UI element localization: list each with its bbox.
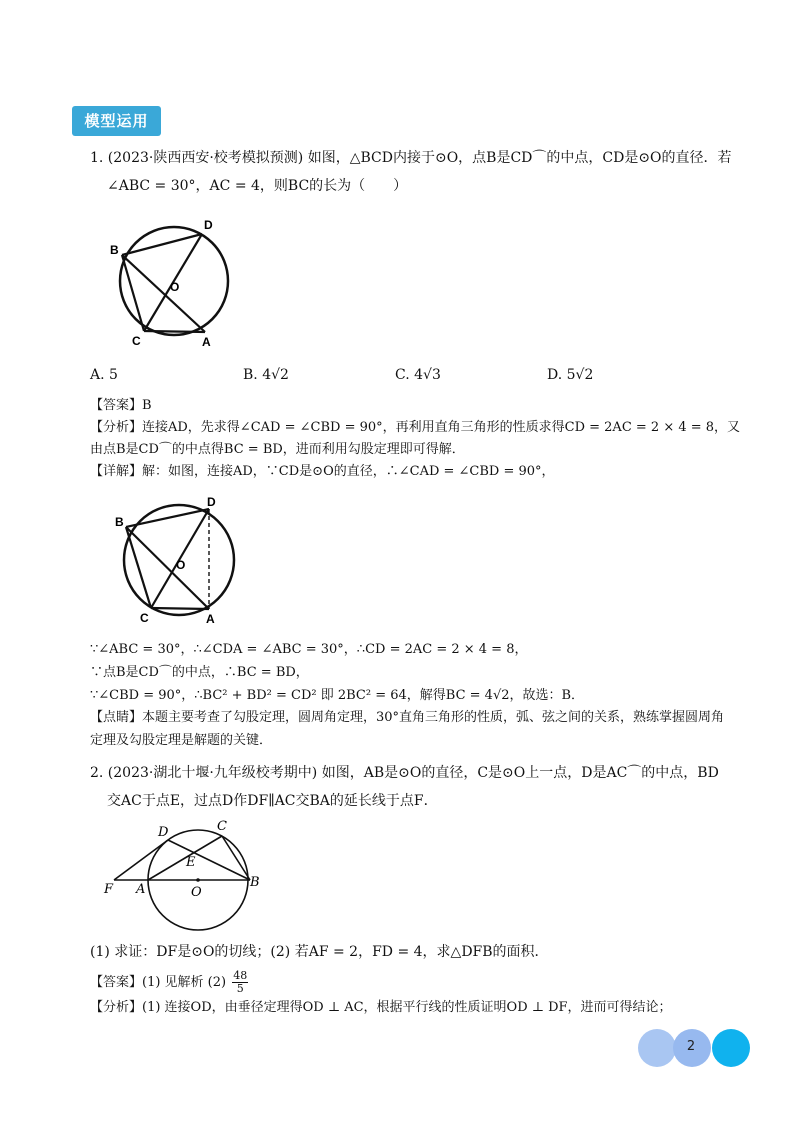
q1-label-c: C	[132, 334, 141, 348]
q2-analysis-line1: 【分析】(1) 连接OD，由垂径定理得OD ⊥ AC，根据平行线的性质证明OD ⊥ DF，进而可得结论；	[90, 1000, 672, 1015]
q2-sub-questions: (1) 求证：DF是⊙O的切线；(2) 若AF = 2，FD = 4，求△DFB的面积．	[90, 944, 549, 960]
q1-option-b: B. 4√2	[243, 367, 289, 383]
q1d-label-a: A	[206, 612, 215, 626]
q1-comment-line2: 定理及勾股定理是解题的关键．	[90, 733, 273, 748]
q1-figure	[100, 212, 240, 352]
page-number: 2	[686, 1039, 696, 1054]
q1-analysis-line1: 【分析】连接AD，先求得∠CAD = ∠CBD = 90°，再利用直角三角形的性质求得CD = 2AC = 2 × 4 = 8，又	[90, 420, 741, 435]
q1d-label-b: B	[115, 515, 124, 529]
q2-stem-line1: 2. (2023·湖北十堰·九年级校考期中) 如图，AB是⊙O的直径，C是⊙O上一点，D是AC⌒的中点，BD	[90, 765, 719, 781]
q1-comment-line1: 【点睛】本题主要考查了勾股定理，圆周角定理，30°直角三角形的性质，弧、弦之间的关系，熟练掌握圆周角	[90, 710, 725, 725]
q1-option-a: A. 5	[90, 367, 118, 383]
q1d-label-o: O	[176, 558, 186, 572]
q1-option-d: D. 5√2	[547, 367, 594, 383]
q1-line-ba	[122, 255, 205, 332]
q1-answer: 【答案】B	[90, 398, 152, 413]
q2-label-a: A	[136, 882, 146, 897]
q1d-line-bd	[126, 509, 209, 527]
q1d-label-d: D	[207, 496, 216, 509]
q1-detail-line3: ∵点B是CD⌒的中点，∴BC = BD，	[90, 665, 309, 680]
q1d-label-c: C	[140, 611, 149, 625]
q2-answer-numerator: 48	[233, 969, 248, 982]
q2-label-d: D	[158, 825, 169, 840]
q1-option-c: C. 4√3	[395, 367, 441, 383]
q1-detail-line2: ∵∠ABC = 30°，∴∠CDA = ∠ABC = 30°，∴CD = 2AC = 2 × 4 = 8，	[90, 642, 528, 657]
q1-detail-figure	[106, 496, 246, 632]
page-deco-circle-left	[638, 1029, 676, 1067]
q1-label-a: A	[202, 335, 211, 349]
q2-label-c: C	[217, 819, 227, 834]
page-deco-circle-right	[712, 1029, 750, 1067]
q1-analysis-line2: 由点B是CD⌒的中点得BC = BD，进而利用勾股定理即可得解．	[90, 442, 465, 457]
q1-label-o: O	[170, 280, 180, 294]
q2-label-f: F	[104, 882, 114, 897]
q1-line-ca	[144, 331, 205, 332]
q2-figure	[100, 814, 280, 938]
q2-answer-prefix: 【答案】(1) 见解析 (2)	[90, 975, 227, 990]
q2-answer	[90, 970, 248, 995]
q1-stem-line1: 1. (2023·陕西西安·校考模拟预测) 如图，△BCD内接于⊙O，点B是CD⌒的中点，CD是⊙O的直径．若	[90, 150, 732, 166]
q2-answer-fraction	[232, 970, 248, 995]
q1-stem-line2: ∠ABC = 30°，AC = 4，则BC的长为（ ）	[107, 178, 408, 194]
q1-detail-line1: 【详解】解：如图，连接AD，∵CD是⊙O的直径，∴∠CAD = ∠CBD = 90°，	[90, 464, 555, 479]
q1-label-b: B	[110, 243, 119, 257]
q1d-line-ca	[151, 608, 209, 609]
q2-label-e: E	[186, 855, 196, 870]
q2-label-o: O	[191, 885, 202, 900]
section-badge: 模型运用	[72, 106, 161, 136]
q1-label-d: D	[204, 218, 213, 232]
q2-answer-denominator: 5	[236, 982, 244, 995]
q2-center-point	[196, 878, 200, 882]
q2-line-ac	[148, 836, 222, 880]
q1-detail-line4: ∵∠CBD = 90°，∴BC² + BD² = CD² 即 2BC² = 64，解得BC = 4√2，故选：B．	[90, 688, 585, 703]
q2-stem-line2: 交AC于点E，过点D作DF∥AC交BA的延长线于点F．	[107, 793, 438, 809]
q2-label-b: B	[250, 875, 260, 890]
q2-line-fd	[114, 840, 168, 880]
